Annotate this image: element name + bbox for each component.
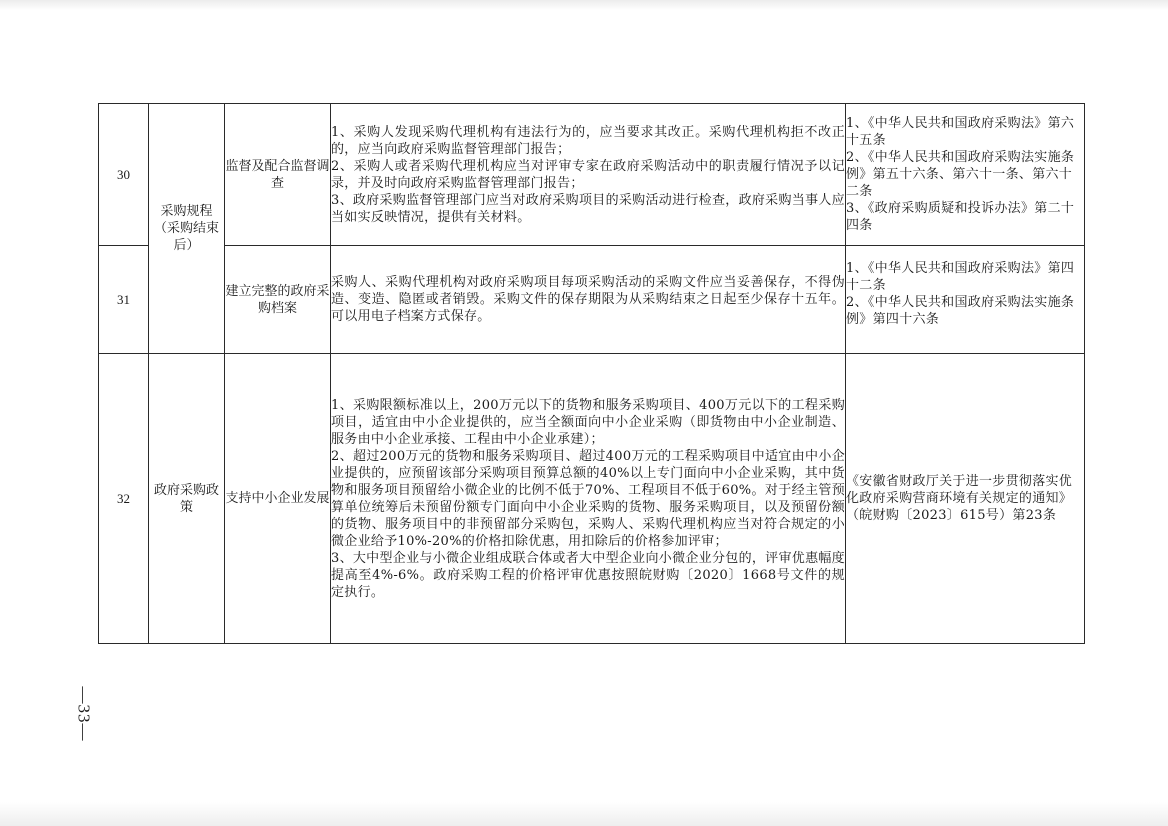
content-cell <box>331 246 846 354</box>
basis-cell <box>846 104 1085 246</box>
category-cell: 采购规程（采购结束后） <box>149 104 225 354</box>
content-line: 1、采购限额标准以上，200万元以下的货物和服务采购项目、400万元以下的工程采购项目，适宜由中小企业提供的，应当全额面向中小企业采购（即货物由中小企业制造、服务由中小企业承接、工程由中小企业承建）； <box>331 397 845 447</box>
content-line: 采购人、采购代理机构对政府采购项目每项采购活动的采购文件应当妥善保存，不得伪造、变造、隐匿或者销毁。采购文件的保存期限为从采购结束之日起至少保存十五年。可以用电子档案方式保存。 <box>331 275 845 324</box>
item-cell: 建立完整的政府采购档案 <box>225 246 331 354</box>
basis-line: 1、《中华人民共和国政府采购法》第六十五条 <box>846 116 1075 148</box>
content-line: 3、政府采购监督管理部门应当对政府采购项目的采购活动进行检查，政府采购当事人应当如实反映情况，提供有关材料。 <box>331 192 845 225</box>
row-number: 30 <box>99 104 149 246</box>
table-row <box>99 354 1085 644</box>
page-number-text: —33— <box>74 686 93 742</box>
basis-cell <box>846 354 1085 644</box>
regulation-table <box>98 103 1085 644</box>
basis-line: 2、《中华人民共和国政府采购法实施条例》第四十六条 <box>846 295 1075 327</box>
item-cell: 监督及配合监督调查 <box>225 104 331 246</box>
content-line: 3、大中型企业与小微企业组成联合体或者大中型企业向小微企业分包的，评审优惠幅度提高至4%-6%。政府采购工程的价格评审优惠按照皖财购〔2020〕1668号文件的规定执行。 <box>331 550 845 600</box>
basis-line: 2、《中华人民共和国政府采购法实施条例》第五十六条、第六十一条、第六十二条 <box>846 150 1075 199</box>
basis-cell <box>846 246 1085 354</box>
row-number: 31 <box>99 246 149 354</box>
category-cell: 政府采购政策 <box>149 354 225 644</box>
basis-line: 《安徽省财政厅关于进一步贯彻落实优化政府采购营商环境有关规定的通知》（皖财购〔2023〕615号）第23条 <box>846 474 1073 523</box>
content-line: 2、超过200万元的货物和服务采购项目、超过400万元的工程采购项目中适宜由中小企业提供的，应预留该部分采购项目预算总额的40%以上专门面向中小企业采购，其中货物和服务项目预留给小微企业的比例不低于70%、工程项目不低于60%。对于经主管预算单位统筹后未预留份额专门面向中小企业采购的货物、服务采购项目，以及预留份额的货物、服务项目中的非预留部分采购包，采购人、采购代理机构应当对符合规定的小微企业给予10%-20%的价格扣除优惠，用扣除后的价格参加评审； <box>331 448 845 549</box>
table-row <box>99 246 1085 354</box>
item-cell: 支持中小企业发展 <box>225 354 331 644</box>
content-cell <box>331 104 846 246</box>
basis-line: 3、《政府采购质疑和投诉办法》第二十四条 <box>846 201 1075 233</box>
scan-edge-top <box>0 0 1168 10</box>
page-number <box>68 668 98 760</box>
scan-edge-bottom <box>0 802 1168 826</box>
row-number: 32 <box>99 354 149 644</box>
content-cell <box>331 354 846 644</box>
basis-line: 1、《中华人民共和国政府采购法》第四十二条 <box>846 261 1075 293</box>
content-line: 1、采购人发现采购代理机构有违法行为的，应当要求其改正。采购代理机构拒不改正的，应当向政府采购监督管理部门报告； <box>331 124 845 157</box>
content-line: 2、采购人或者采购代理机构应当对评审专家在政府采购活动中的职责履行情况予以记录，并及时向政府采购监督管理部门报告； <box>331 158 845 191</box>
table-row <box>99 104 1085 246</box>
